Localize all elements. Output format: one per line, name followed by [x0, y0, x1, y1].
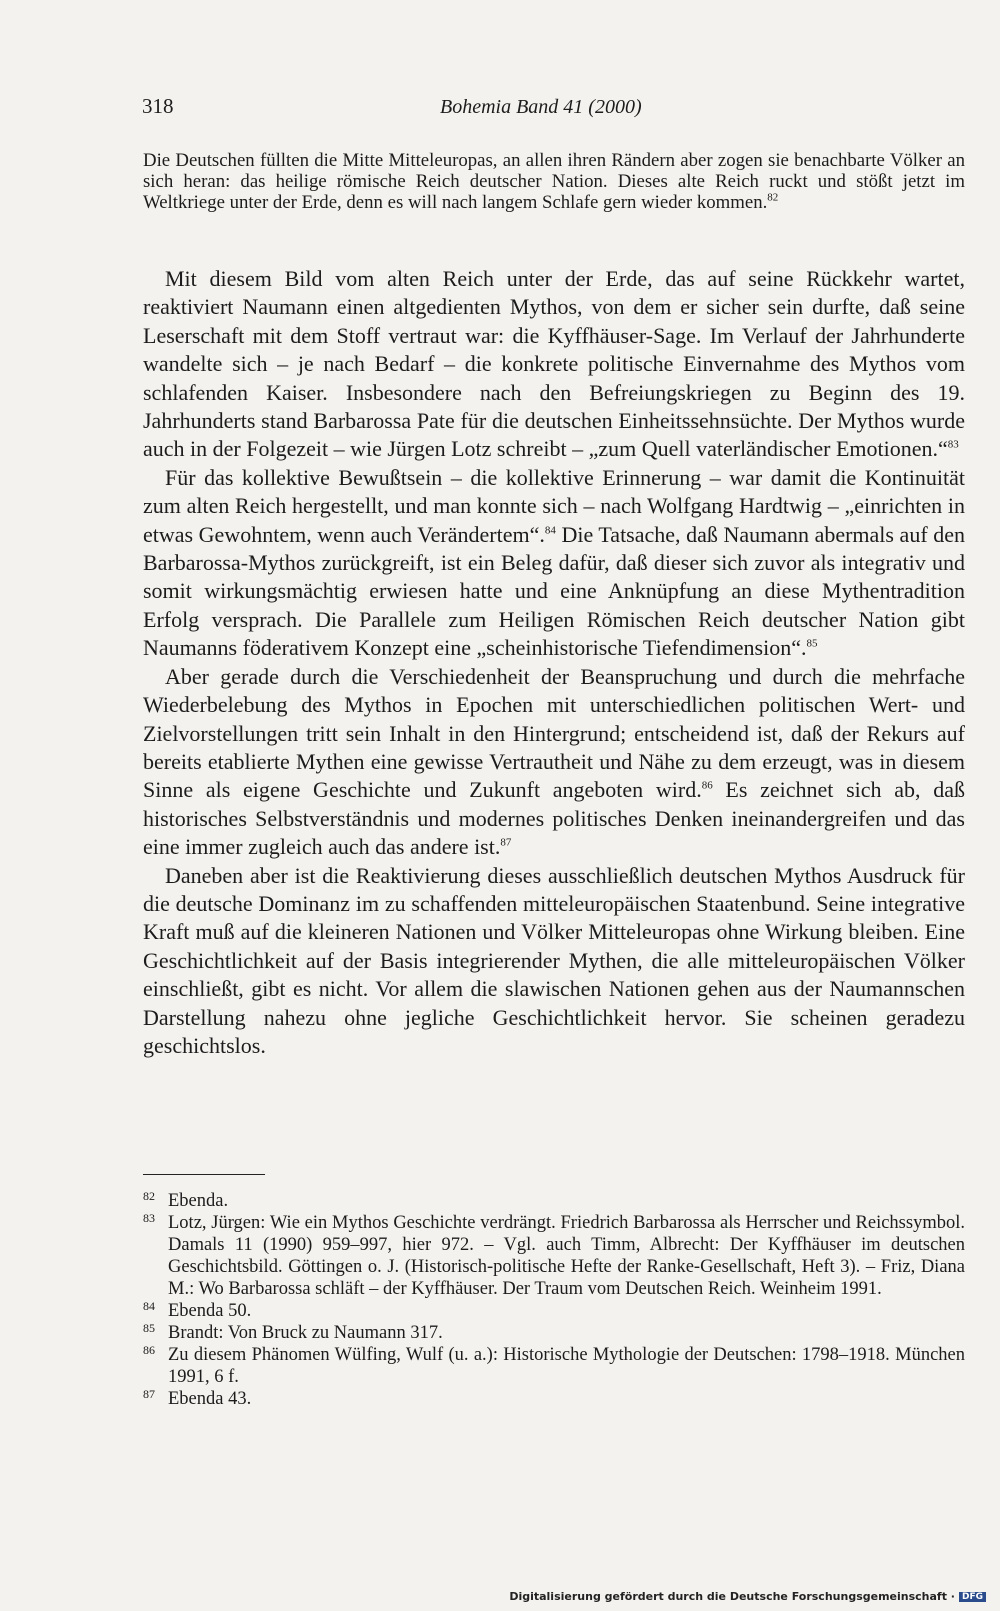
note-ref: 83	[947, 439, 959, 452]
dfg-logo: DFG	[959, 1592, 986, 1602]
footnote	[143, 1300, 965, 1322]
paragraph	[143, 663, 965, 862]
footnote	[143, 1212, 965, 1300]
paragraph-text: Für das kollektive Bewußtsein – die kollektive Erinnerung – war damit die Kontinuität zum alten Reich hergestellt, und man konnte sich – nach Wolfgang Hardtwig – „einrichten in etwas Gewohntem, wenn auch Verändertem“.	[143, 464, 965, 547]
footnote-number: 83	[143, 1211, 155, 1225]
footnote-text: Ebenda 43.	[168, 1389, 252, 1409]
footnote-text: Lotz, Jürgen: Wie ein Mythos Geschichte verdrängt. Friedrich Barbarossa als Herrscher und Reichssymbol. Damals 11 (1990) 959–997, hier 972. – Vgl. auch Timm, Albrecht: Der Kyffhäuser im deutschen Geschichtsbild. Göttingen o. J. (Historisch-politische Hefte der Ranke-Gesellschaft, Heft 3). – Friz, Diana M.: Wo Barbarossa schläft – der Kyffhäuser. Der Traum vom Deutschen Reich. Weinheim 1991.	[168, 1213, 965, 1299]
footnote-rule	[143, 1174, 265, 1175]
footnote	[143, 1344, 965, 1388]
footnote-number: 86	[143, 1343, 155, 1357]
footnotes	[143, 1190, 965, 1410]
paragraph: Daneben aber ist die Reaktivierung dieses ausschließlich deutschen Mythos Ausdruck für die deutsche Dominanz im zu schaffenden mitteleuropäischen Staatenbund. Seine integrative Kraft muß auf die kleineren Nationen und Völker Mitteleuropas ohne Wirkung bleiben. Eine Geschichtlichkeit auf der Basis integrierender Mythen, die alle mitteleuropäischen Völker einschließt, gibt es nicht. Vor allem die slawischen Nationen gehen aus der Naumannschen Darstellung nahezu ohne jegliche Geschichtlichkeit hervor. Sie scheinen geradezu geschichtslos.	[143, 862, 965, 1058]
footnote-text: Zu diesem Phänomen Wülfing, Wulf (u. a.): Historische Mythologie der Deutschen: 1798–1918. München 1991, 6 f.	[168, 1345, 965, 1387]
footnote-number: 84	[143, 1299, 155, 1313]
note-ref: 84	[544, 524, 556, 537]
footnote-number: 87	[143, 1387, 155, 1401]
body-text	[143, 265, 965, 1060]
page-number: 318	[142, 94, 174, 118]
block-quote	[143, 150, 965, 213]
digitization-footer	[509, 1590, 986, 1603]
paragraph-text: Mit diesem Bild vom alten Reich unter der Erde, das auf seine Rückkehr wartet, reaktiviert Naumann einen altgedienten Mythos, von dem er sicher sein durfte, daß seine Leserschaft mit dem Stoff vertraut war: die Kyffhäuser-Sage. Im Verlauf der Jahrhunderte wandelte sich – je nach Bedarf – die konkrete politische Einvernahme des Mythos vom schlafenden Kaiser. Insbesondere nach den Befreiungskriegen zu Beginn des 19. Jahrhunderts stand Barbarossa Pate für die deutschen Einheitssehnsüchte. Der Mythos wurde auch in der Folgezeit – wie Jürgen Lotz schreibt – „zum Quell vaterländischer Emotionen.“	[143, 266, 965, 462]
paragraph-text: Aber gerade durch die Verschiedenheit der Beanspruchung und durch die mehrfache Wiederbelebung des Mythos in Epochen mit unterschiedlichen politischen Wert- und Zielvorstellungen tritt sein Inhalt in den Hintergrund; entscheidend ist, daß der Rekurs auf bereits etablierte Mythen eine gewisse Vertrautheit und Nähe zu dem erzeugt, was in diesem Sinne als eigene Geschichte und Zukunft angeboten wird.	[143, 663, 965, 803]
quote-text: Die Deutschen füllten die Mitte Mitteleuropas, an allen ihren Rändern aber zogen sie benachbarte Völker an sich heran: das heilige römische Reich deutscher Nation. Dieses alte Reich ruckt und stößt jetzt im Weltkriege unter der Erde, denn es will nach langem Schlafe gern wieder kommen.	[143, 150, 965, 213]
paragraph	[143, 265, 965, 464]
footnote	[143, 1190, 965, 1212]
note-ref: 87	[500, 836, 512, 849]
footnote-text: Brandt: Von Bruck zu Naumann 317.	[168, 1323, 443, 1343]
footnote-text: Ebenda 50.	[168, 1301, 252, 1321]
footnote-text: Ebenda.	[168, 1191, 229, 1211]
footnote-number: 82	[143, 1189, 155, 1203]
paragraph	[143, 464, 965, 663]
note-ref: 82	[767, 191, 779, 204]
footnote	[143, 1322, 965, 1344]
paragraph-text: Es zeichnet sich ab, daß historisches Selbstverständnis und modernes politisches Denken ineinandergreifen und das eine immer zugleich auch das andere ist.	[143, 777, 965, 860]
note-ref: 85	[806, 637, 818, 650]
footnote-number: 85	[143, 1321, 155, 1335]
paragraph-text: Die Tatsache, daß Naumann abermals auf den Barbarossa-Mythos zurückgreift, ist ein Beleg dafür, daß dieser sich zuvor als integrativ und somit wirkungsmächtig erwiesen hatte und eine Anknüpfung an diese Mythentradition Erfolg versprach. Die Parallele zum Heiligen Römischen Reich deutscher Nation gibt Naumanns föderativem Konzept eine „scheinhistorische Tiefendimension“.	[143, 521, 965, 661]
footnote	[143, 1388, 965, 1410]
note-ref: 86	[701, 779, 713, 792]
footer-text: Digitalisierung gefördert durch die Deutsche Forschungsgemeinschaft ·	[509, 1590, 955, 1603]
running-title: Bohemia Band 41 (2000)	[440, 96, 642, 118]
